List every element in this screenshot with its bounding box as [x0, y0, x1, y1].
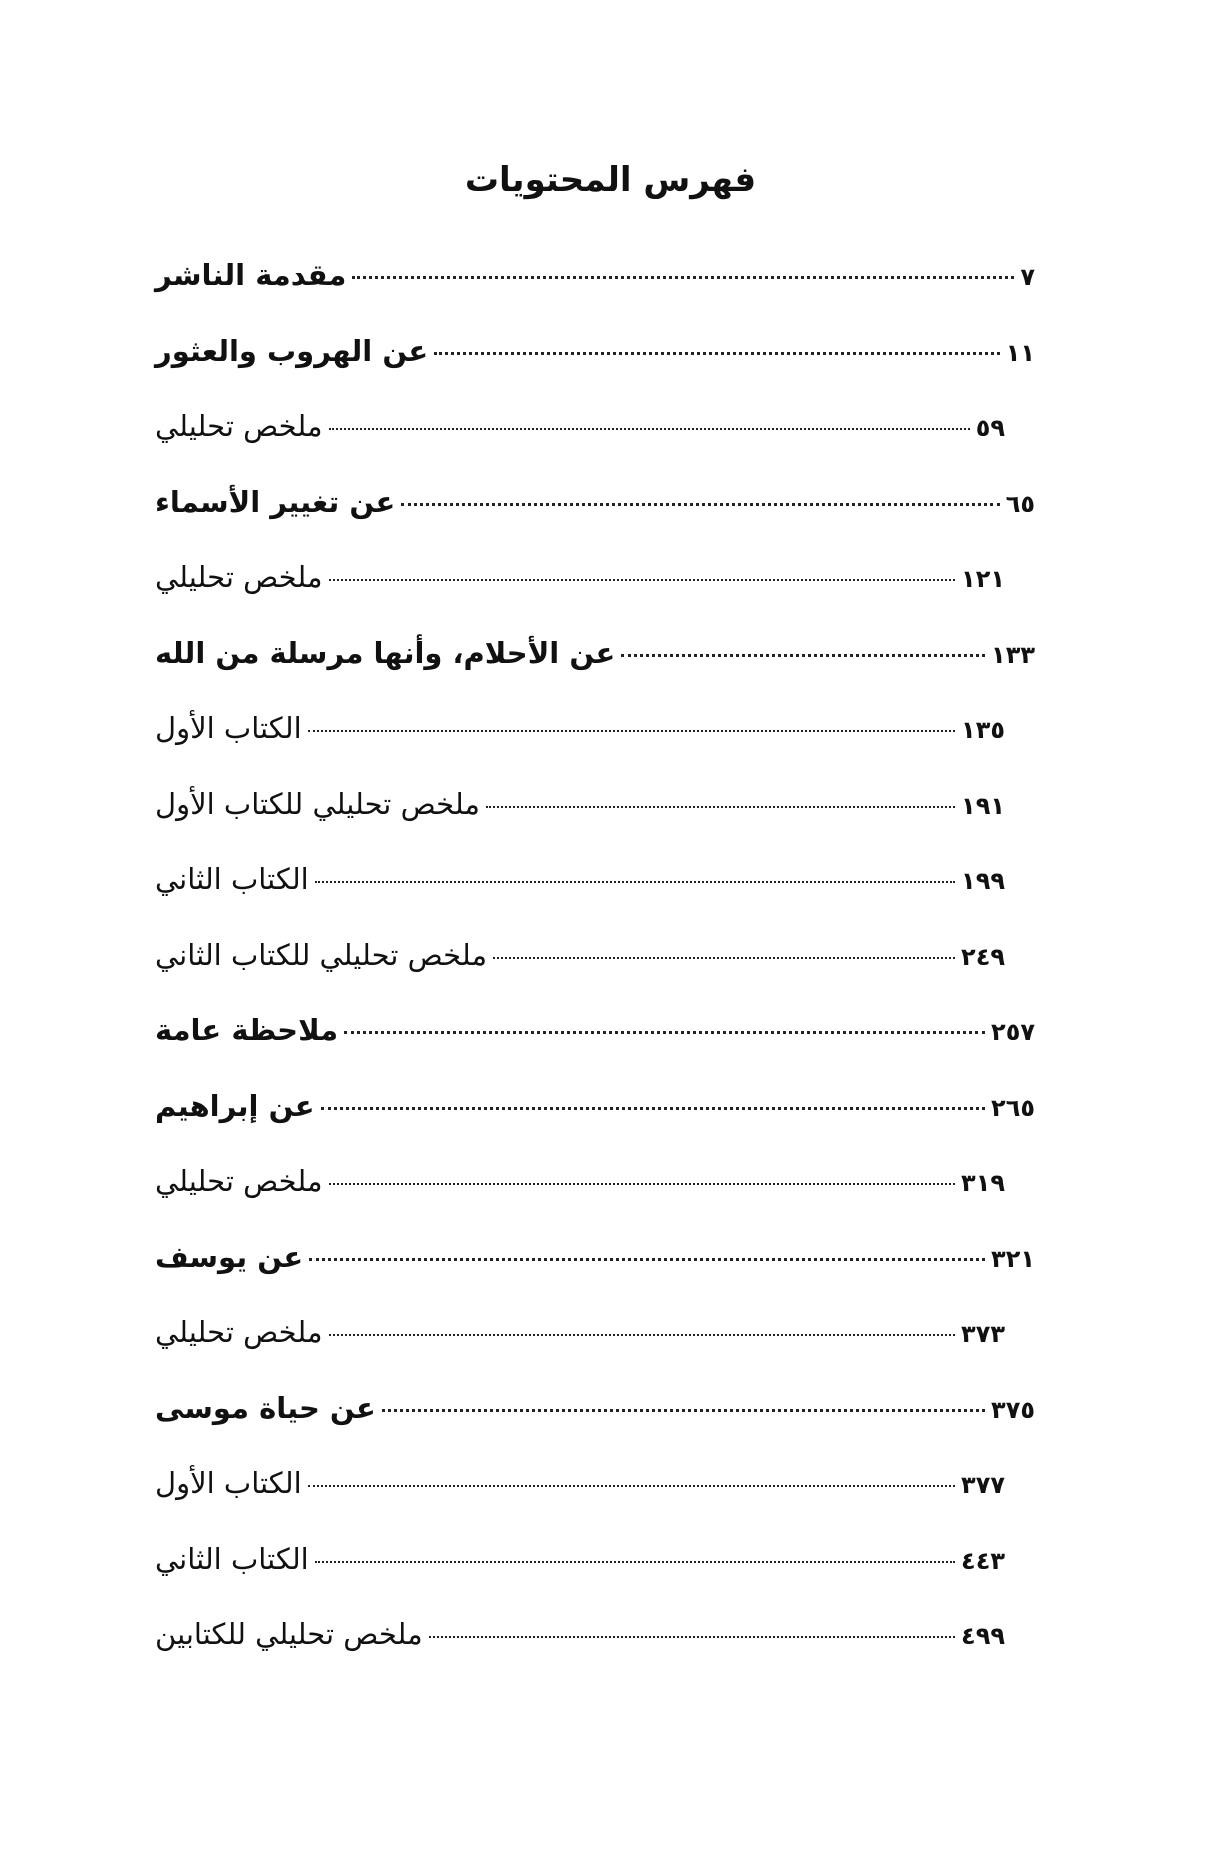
toc-entry[interactable] [155, 1240, 1035, 1316]
dot-leader [329, 1334, 956, 1336]
dot-leader [308, 730, 955, 732]
toc-entry-label: ملخص تحليلي للكتاب الأول [155, 786, 480, 821]
toc-entry-label: الكتاب الثاني [155, 862, 309, 896]
toc-entry-label: الكتاب الأول [155, 1466, 302, 1500]
dot-leader [429, 1636, 955, 1638]
toc-entry-page-number: ١٢١ [961, 565, 1005, 593]
dot-leader [315, 1561, 955, 1563]
toc-entry-page-number: ١٣٣ [991, 640, 1035, 669]
toc-entry-label: ملاحظة عامة [155, 1013, 339, 1047]
dot-leader [321, 1107, 986, 1110]
dot-leader [315, 881, 955, 883]
toc-entry-label: ملخص تحليلي للكتاب الثاني [155, 937, 488, 972]
toc-entry-page-number: ١٩١ [961, 791, 1005, 820]
toc-entry[interactable] [155, 1617, 1035, 1693]
dot-leader [621, 654, 985, 657]
toc-entry[interactable] [155, 560, 1035, 636]
toc-entry-page-number: ٣٧٧ [961, 1471, 1005, 1499]
toc-entry-label: ملخص تحليلي [155, 1315, 323, 1349]
toc-entry-page-number: ١٩٩ [961, 867, 1005, 895]
toc-entry-label: الكتاب الأول [155, 711, 302, 745]
page-title: فهرس المحتويات [464, 160, 757, 200]
toc-entry-page-number: ٧ [1020, 263, 1035, 291]
dot-leader [382, 1409, 985, 1412]
toc-entry[interactable] [155, 1466, 1035, 1542]
toc-entry-page-number: ٢٥٧ [991, 1018, 1035, 1046]
toc-entry-page-number: ٢٤٩ [961, 942, 1005, 971]
toc-entry-label: ملخص تحليلي [155, 409, 323, 443]
toc-entry-label: عن الأحلام، وأنها مرسلة من الله [155, 635, 616, 670]
dot-leader [329, 428, 970, 430]
toc-entry-label: عن الهروب والعثور [155, 333, 429, 368]
toc-entry-page-number: ٤٩٩ [961, 1622, 1005, 1650]
toc-entry[interactable] [155, 1164, 1035, 1240]
toc-entry-page-number: ٣١٩ [961, 1169, 1005, 1197]
toc-entry[interactable] [155, 1391, 1035, 1467]
toc-entry-label: الكتاب الثاني [155, 1541, 309, 1576]
toc-entry-page-number: ٢٦٥ [991, 1093, 1035, 1122]
toc-entry[interactable] [155, 258, 1035, 334]
toc-entry-label: عن إبراهيم [155, 1088, 315, 1123]
toc-entry[interactable] [155, 1315, 1035, 1391]
toc-entry[interactable] [155, 711, 1035, 787]
dot-leader [486, 806, 955, 808]
dot-leader [309, 1258, 985, 1261]
toc-entry[interactable] [155, 409, 1035, 485]
toc-entry-page-number: ٣٢١ [991, 1244, 1035, 1273]
toc-entry[interactable] [155, 1013, 1035, 1089]
toc-entry-label: عن حياة موسى [155, 1390, 376, 1425]
dot-leader [401, 503, 999, 506]
toc-entry-label: عن تغيير الأسماء [155, 484, 396, 519]
dot-leader [329, 579, 956, 581]
toc-entry-label: عن يوسف [155, 1239, 304, 1274]
dot-leader [434, 352, 999, 355]
dot-leader [308, 1485, 955, 1487]
dot-leader [493, 957, 955, 959]
toc-entry-label: مقدمة الناشر [155, 258, 347, 292]
dot-leader [329, 1183, 956, 1185]
toc-entry[interactable] [155, 485, 1035, 561]
dot-leader [352, 276, 1014, 279]
toc-entry-page-number: ٣٧٥ [991, 1395, 1035, 1424]
dot-leader [344, 1031, 985, 1034]
toc-entry[interactable] [155, 636, 1035, 712]
toc-entry-page-number: ١١ [1005, 338, 1035, 367]
toc-entry-label: ملخص تحليلي [155, 560, 323, 594]
toc-entry-page-number: ١٣٥ [961, 716, 1005, 744]
toc-entry-page-number: ٦٥ [1005, 489, 1035, 518]
toc-entry[interactable] [155, 1542, 1035, 1618]
toc-entry[interactable] [155, 1089, 1035, 1165]
toc-entry-page-number: ٥٩ [975, 414, 1005, 442]
toc-entry[interactable] [155, 334, 1035, 410]
toc-entry[interactable] [155, 787, 1035, 863]
toc-entry[interactable] [155, 938, 1035, 1014]
toc-entry-label: ملخص تحليلي للكتابين [155, 1617, 423, 1651]
toc-entry-page-number: ٣٧٣ [961, 1320, 1005, 1348]
table-of-contents [155, 258, 1035, 1693]
toc-entry[interactable] [155, 862, 1035, 938]
toc-entry-page-number: ٤٤٣ [961, 1546, 1005, 1575]
toc-entry-label: ملخص تحليلي [155, 1164, 323, 1198]
